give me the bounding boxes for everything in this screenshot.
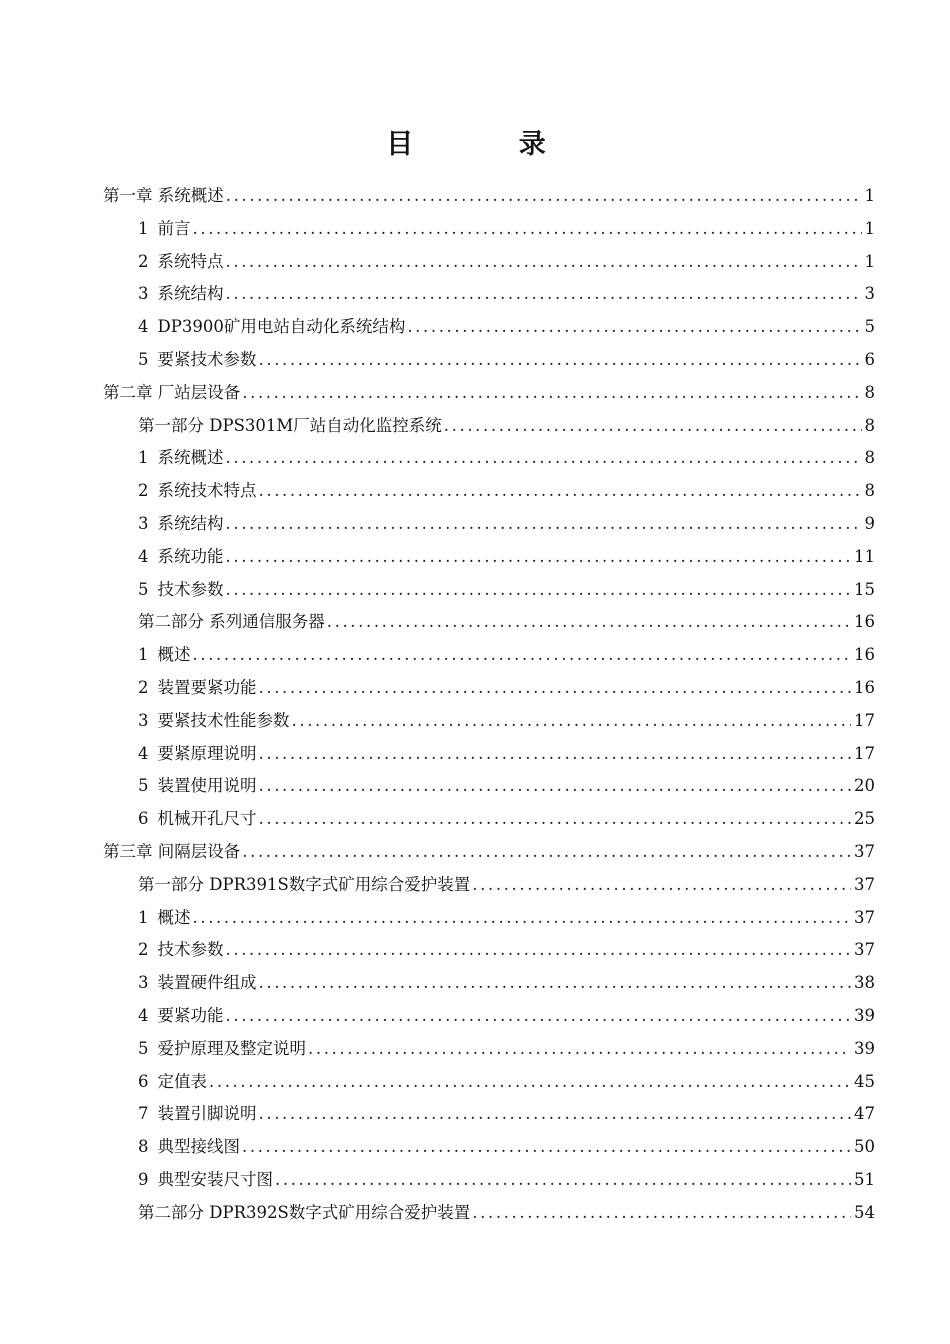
toc-entry[interactable] — [138, 475, 875, 507]
toc-entry-page-number: 38 — [854, 973, 875, 993]
toc-entry[interactable] — [103, 836, 875, 868]
toc-entry-number: 4 — [138, 317, 149, 337]
toc-entry[interactable] — [103, 180, 875, 212]
toc-entry-title: 概述 — [157, 907, 191, 927]
toc-entry-title: 技术参数 — [157, 579, 224, 599]
dot-leader — [407, 311, 861, 343]
toc-entry-page-number: 8 — [864, 448, 875, 468]
dot-leader — [193, 902, 852, 934]
toc-entry[interactable] — [138, 803, 875, 835]
toc-entry-number: 3 — [138, 973, 149, 993]
toc-entry-title: 典型安装尺寸图 — [157, 1170, 273, 1189]
dot-leader — [242, 377, 861, 409]
toc-entry-title: 第二章 厂站层设备 — [103, 382, 241, 402]
toc-entry-title: 第一部分 DPR391S数字式矿用综合爱护装置 — [138, 874, 471, 894]
toc-entry-page-number: 37 — [854, 842, 875, 861]
dot-leader — [472, 1197, 851, 1229]
toc-entry-page-number: 5 — [864, 317, 875, 337]
dot-leader — [292, 705, 852, 737]
dot-leader — [209, 1066, 851, 1098]
toc-entry[interactable] — [138, 1197, 875, 1229]
toc-entry[interactable] — [138, 606, 875, 638]
dot-leader — [242, 1131, 851, 1163]
toc-entry-title: 装置使用说明 — [157, 776, 257, 796]
toc-entry-number: 5 — [138, 350, 149, 369]
toc-entry-page-number: 25 — [854, 809, 875, 829]
toc-entry-page-number: 16 — [854, 678, 875, 697]
toc-entry-page-number: 37 — [854, 907, 875, 927]
toc-entry-page-number: 1 — [864, 218, 875, 238]
toc-entry[interactable] — [138, 410, 875, 442]
toc-entry[interactable] — [138, 934, 875, 966]
toc-entry-page-number: 1 — [864, 186, 875, 205]
toc-entry-title: 爱护原理及整定说明 — [157, 1038, 306, 1058]
toc-entry-number: 2 — [138, 940, 149, 960]
toc-entry-number: 3 — [138, 284, 149, 304]
toc-entry-page-number: 20 — [854, 776, 875, 796]
dot-leader — [226, 541, 852, 573]
toc-entry-page-number: 8 — [864, 481, 875, 501]
toc-entry-page-number: 16 — [854, 612, 875, 632]
toc-entry-title: 装置引脚说明 — [157, 1104, 257, 1124]
toc-entry-page-number: 8 — [864, 382, 875, 402]
toc-entry-page-number: 16 — [854, 645, 875, 665]
toc-entry[interactable] — [138, 213, 875, 245]
toc-entry-number: 8 — [138, 1137, 149, 1157]
toc-entry[interactable] — [138, 278, 875, 310]
toc-entry-title: 定值表 — [157, 1071, 207, 1091]
dot-leader — [226, 508, 862, 540]
toc-entry-title: 要紧技术参数 — [157, 350, 257, 369]
dot-leader — [226, 574, 852, 606]
toc-entry-title: 概述 — [157, 645, 191, 665]
toc-entry[interactable] — [138, 1033, 875, 1065]
dot-leader — [259, 967, 852, 999]
toc-entry-number: 2 — [138, 678, 149, 697]
toc-entry-title: 要紧原理说明 — [157, 743, 257, 763]
dot-leader — [259, 1098, 852, 1130]
toc-entry-title: 前言 — [157, 218, 191, 238]
toc-entry[interactable] — [103, 377, 875, 409]
toc-entry-title: 装置硬件组成 — [157, 973, 257, 993]
toc-entry[interactable] — [138, 541, 875, 573]
toc-entry[interactable] — [138, 967, 875, 999]
toc-entry-title: 系统概述 — [157, 448, 224, 468]
toc-entry[interactable] — [138, 344, 875, 376]
toc-entry[interactable] — [138, 1066, 875, 1098]
toc-entry-number: 5 — [138, 776, 149, 796]
dot-leader — [259, 803, 852, 835]
toc-entry-number: 2 — [138, 481, 149, 501]
dot-leader — [472, 869, 851, 901]
toc-entry[interactable] — [138, 639, 875, 671]
dot-leader — [193, 639, 852, 671]
toc-entry-title: 系统功能 — [157, 546, 224, 566]
toc-entry-page-number: 11 — [854, 546, 875, 566]
dot-leader — [259, 672, 852, 704]
toc-entry-page-number: 37 — [854, 940, 875, 960]
toc-entry[interactable] — [138, 311, 875, 343]
toc-entry-title: 系统结构 — [157, 514, 224, 533]
toc-entry[interactable] — [138, 1131, 875, 1163]
toc-entry-page-number: 51 — [854, 1170, 875, 1189]
dot-leader — [259, 738, 852, 770]
toc-entry-page-number: 15 — [854, 579, 875, 599]
toc-entry-page-number: 9 — [864, 514, 875, 533]
toc-entry-page-number: 8 — [864, 415, 875, 435]
dot-leader — [327, 606, 851, 638]
toc-entry[interactable] — [138, 770, 875, 802]
toc-entry-number: 7 — [138, 1104, 149, 1124]
toc-entry-number: 3 — [138, 514, 149, 533]
dot-leader — [308, 1033, 851, 1065]
toc-entry-title: 第一章 系统概述 — [103, 186, 224, 205]
toc-entry-title: 系统结构 — [157, 284, 224, 304]
toc-entry-title: 装置要紧功能 — [157, 678, 257, 697]
toc-entry[interactable] — [138, 574, 875, 606]
toc-entry-page-number: 17 — [854, 743, 875, 763]
dot-leader — [259, 344, 862, 376]
dot-leader — [193, 213, 862, 245]
toc-entry[interactable] — [138, 246, 875, 278]
dot-leader — [242, 836, 851, 868]
toc-entry[interactable] — [138, 508, 875, 540]
toc-entry-number: 9 — [138, 1170, 149, 1189]
toc-entry-page-number: 39 — [854, 1006, 875, 1025]
dot-leader — [444, 410, 862, 442]
dot-leader — [259, 475, 862, 507]
toc-entry-number: 4 — [138, 546, 149, 566]
toc-entry-title: 第三章 间隔层设备 — [103, 842, 241, 861]
dot-leader — [275, 1164, 851, 1196]
dot-leader — [226, 180, 862, 212]
toc-entry-page-number: 3 — [864, 284, 875, 304]
dot-leader — [226, 278, 862, 310]
toc-entry[interactable] — [138, 1098, 875, 1130]
toc-entry-title: 机械开孔尺寸 — [157, 809, 257, 829]
toc-entry-title: 技术参数 — [157, 940, 224, 960]
toc-entry-title: 第二部分 DPR392S数字式矿用综合爱护装置 — [138, 1202, 471, 1222]
toc-entry-page-number: 39 — [854, 1038, 875, 1058]
dot-leader — [259, 770, 852, 802]
toc-entry-number: 4 — [138, 743, 149, 763]
toc-entry-page-number: 54 — [854, 1202, 875, 1222]
toc-entry-number: 3 — [138, 710, 149, 730]
toc-entry-number: 1 — [138, 645, 149, 665]
toc-entry-number: 5 — [138, 1038, 149, 1058]
toc-entry[interactable] — [138, 442, 875, 474]
toc-entry-title: 第一部分 DPS301M厂站自动化监控系统 — [138, 415, 442, 435]
toc-entry-title: 系统特点 — [157, 251, 224, 271]
dot-leader — [226, 246, 862, 278]
toc-entry-title: 要紧技术性能参数 — [157, 710, 290, 730]
toc-entry[interactable] — [138, 1000, 875, 1032]
toc-entry[interactable] — [138, 705, 875, 737]
toc-entry-page-number: 37 — [854, 874, 875, 894]
toc-entry-title: 系统技术特点 — [157, 481, 257, 501]
toc-entry-page-number: 1 — [864, 251, 875, 271]
toc-entry[interactable] — [138, 1164, 875, 1196]
toc-entry-page-number: 45 — [854, 1071, 875, 1091]
dot-leader — [226, 934, 852, 966]
dot-leader — [226, 1000, 852, 1032]
toc-entry-title: 典型接线图 — [157, 1137, 240, 1157]
toc-entry-number: 1 — [138, 218, 149, 238]
toc-entry-number: 5 — [138, 579, 149, 599]
toc-entry-number: 6 — [138, 809, 149, 829]
toc-entry-title: DP3900矿用电站自动化系统结构 — [157, 317, 406, 337]
toc-entry[interactable] — [138, 672, 875, 704]
toc-entry-title: 第二部分 系列通信服务器 — [138, 612, 325, 632]
toc-entry[interactable] — [138, 869, 875, 901]
toc-entry-page-number: 17 — [854, 710, 875, 730]
dot-leader — [226, 442, 862, 474]
toc-entry-number: 1 — [138, 907, 149, 927]
toc-entry[interactable] — [138, 738, 875, 770]
toc-entry-title: 要紧功能 — [157, 1006, 224, 1025]
page-title: 目 录 — [386, 129, 594, 160]
toc-entry-page-number: 47 — [854, 1104, 875, 1124]
toc-entry-number: 2 — [138, 251, 149, 271]
toc-entry[interactable] — [138, 902, 875, 934]
toc-entry-page-number: 50 — [854, 1137, 875, 1157]
toc-entry-number: 1 — [138, 448, 149, 468]
toc-entry-number: 6 — [138, 1071, 149, 1091]
toc-entry-page-number: 6 — [864, 350, 875, 369]
toc-entry-number: 4 — [138, 1006, 149, 1025]
